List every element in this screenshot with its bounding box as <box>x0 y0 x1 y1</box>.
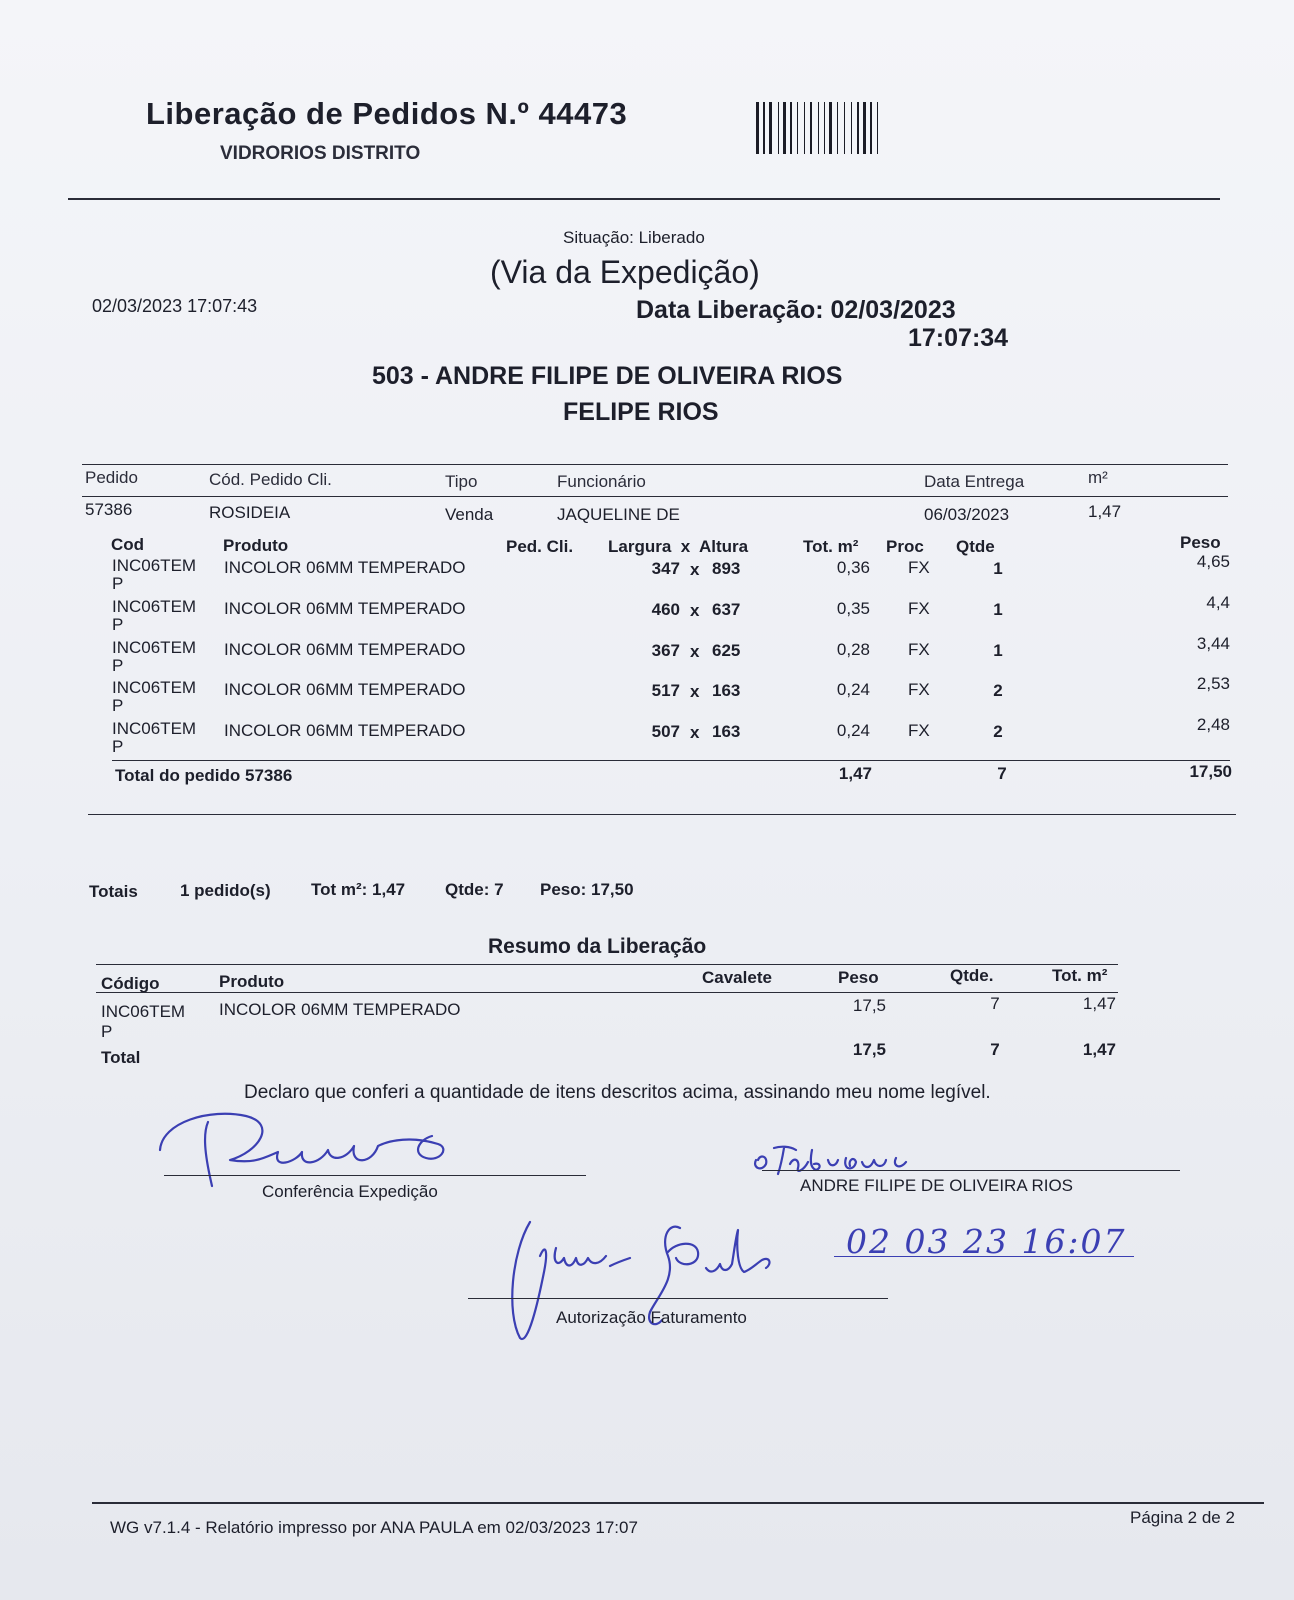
order-number: 57386 <box>85 500 133 519</box>
summary-row-qtde: 7 <box>990 994 1000 1013</box>
summary-total-qtde: 7 <box>990 1040 1000 1059</box>
item-col-proc: Proc <box>886 537 924 556</box>
item-peso: 3,44 <box>1196 634 1230 653</box>
item-product: INCOLOR 06MM TEMPERADO <box>224 680 466 699</box>
summary-row-peso: 17,5 <box>852 996 886 1015</box>
company-name: VIDRORIOS DISTRITO <box>220 143 421 164</box>
items-bottom-line <box>112 760 1230 761</box>
order-end-line <box>88 814 1236 815</box>
order-type: Venda <box>445 505 494 524</box>
item-tot-m2: 0,24 <box>836 721 870 740</box>
col-data-entrega: Data Entrega <box>924 472 1025 491</box>
order-delivery-date: 06/03/2023 <box>924 505 1010 524</box>
item-product: INCOLOR 06MM TEMPERADO <box>224 599 466 618</box>
totals-pedidos: 1 pedido(s) <box>180 881 271 900</box>
summary-row-product: INCOLOR 06MM TEMPERADO <box>219 1000 461 1019</box>
client-name-label: ANDRE FILIPE DE OLIVEIRA RIOS <box>800 1176 1074 1195</box>
barcode-icon <box>756 102 956 154</box>
client-name: 503 - ANDRE FILIPE DE OLIVEIRA RIOS <box>372 362 843 390</box>
item-qtde: 2 <box>993 681 1003 700</box>
client-signature-line <box>762 1170 1180 1171</box>
order-total-m2: 1,47 <box>838 764 872 783</box>
item-x-separator: x <box>690 642 700 661</box>
item-peso: 4,65 <box>1196 552 1230 571</box>
client-nickname: FELIPE RIOS <box>563 398 719 426</box>
summary-header-line <box>96 992 1118 993</box>
summary-col-peso: Peso <box>838 968 879 987</box>
footer-line <box>92 1502 1264 1504</box>
col-pedido: Pedido <box>85 468 138 487</box>
header-divider <box>68 198 1220 200</box>
col-funcionario: Funcionário <box>557 472 646 491</box>
item-code-suffix: P <box>112 696 124 715</box>
item-proc: FX <box>908 558 930 577</box>
item-col-tot-m2: Tot. m² <box>803 537 859 556</box>
item-qtde: 1 <box>993 600 1003 619</box>
client-signature <box>750 1138 960 1178</box>
via-label: (Via da Expedição) <box>490 254 760 290</box>
autorizacao-signature-line <box>468 1298 888 1299</box>
order-m2: 1,47 <box>1088 502 1122 521</box>
item-col-qtde: Qtde <box>956 537 995 556</box>
summary-row-code: INC06TEM <box>101 1002 186 1021</box>
item-product: INCOLOR 06MM TEMPERADO <box>224 640 466 659</box>
item-code: INC06TEM <box>112 556 197 575</box>
item-qtde: 1 <box>993 559 1003 578</box>
summary-col-cavalete: Cavalete <box>702 968 772 987</box>
item-tot-m2: 0,28 <box>836 640 870 659</box>
item-col-largura-altura: Largura x Altura <box>608 537 749 556</box>
item-code: INC06TEM <box>112 719 197 738</box>
item-altura: 625 <box>712 641 741 660</box>
item-x-separator: x <box>690 682 700 701</box>
item-x-separator: x <box>690 601 700 620</box>
autorizacao-signature <box>500 1212 800 1352</box>
order-client-code: ROSIDEIA <box>209 503 291 522</box>
col-cod-pedido-cli: Cód. Pedido Cli. <box>209 470 332 489</box>
item-altura: 163 <box>712 722 741 741</box>
summary-col-qtde: Qtde. <box>950 966 994 985</box>
handwritten-date-underline <box>834 1256 1134 1257</box>
conferencia-label: Conferência Expedição <box>262 1182 438 1201</box>
col-tipo: Tipo <box>445 472 478 491</box>
item-tot-m2: 0,36 <box>836 558 870 577</box>
order-total-label: Total do pedido 57386 <box>115 766 293 785</box>
order-total-peso: 17,50 <box>1189 762 1232 781</box>
item-product: INCOLOR 06MM TEMPERADO <box>224 558 466 577</box>
item-proc: FX <box>908 640 930 659</box>
declaration-text: Declaro que conferi a quantidade de itens descritos acima, assinando meu nome legível. <box>244 1082 991 1103</box>
handwritten-datetime: 02 03 23 16:07 <box>846 1222 1127 1261</box>
item-code: INC06TEM <box>112 638 197 657</box>
item-altura: 163 <box>712 681 741 700</box>
item-peso: 2,48 <box>1196 715 1230 734</box>
conferencia-signature-line <box>164 1175 586 1176</box>
item-qtde: 2 <box>993 722 1003 741</box>
summary-total-label: Total <box>101 1048 141 1067</box>
release-time: 17:07:34 <box>908 324 1009 352</box>
item-code-suffix: P <box>112 615 124 634</box>
summary-total-m2: 1,47 <box>1082 1040 1116 1059</box>
totals-peso: Peso: 17,50 <box>540 880 634 899</box>
summary-title: Resumo da Liberação <box>488 935 707 958</box>
item-tot-m2: 0,35 <box>836 599 870 618</box>
item-altura: 893 <box>712 559 741 578</box>
summary-row-code-suffix: P <box>101 1022 113 1041</box>
col-m2: m² <box>1088 468 1108 487</box>
order-header-line <box>82 496 1228 497</box>
summary-col-produto: Produto <box>219 972 285 991</box>
item-largura: 460 <box>651 600 680 619</box>
summary-col-tot-m2: Tot. m² <box>1052 966 1108 985</box>
item-product: INCOLOR 06MM TEMPERADO <box>224 721 466 740</box>
footer-printed-by: WG v7.1.4 - Relatório impresso por ANA PAULA em 02/03/2023 17:07 <box>110 1518 638 1537</box>
totals-m2: Tot m²: 1,47 <box>311 880 406 899</box>
item-col-peso: Peso <box>1180 533 1221 552</box>
document-title: Liberação de Pedidos N.º 44473 <box>146 96 628 131</box>
item-code: INC06TEM <box>112 597 197 616</box>
item-proc: FX <box>908 721 930 740</box>
item-x-separator: x <box>690 560 700 579</box>
item-tot-m2: 0,24 <box>836 680 870 699</box>
item-largura: 507 <box>651 722 680 741</box>
item-col-produto: Produto <box>223 536 289 555</box>
item-largura: 347 <box>651 559 680 578</box>
footer-page-number: Página 2 de 2 <box>1130 1508 1235 1527</box>
totals-label: Totais <box>89 882 138 901</box>
item-peso: 4,4 <box>1206 593 1230 612</box>
item-largura: 517 <box>651 681 680 700</box>
status-text: Situação: Liberado <box>563 228 705 247</box>
item-col-ped-cli: Ped. Cli. <box>506 537 574 556</box>
item-code-suffix: P <box>112 574 124 593</box>
summary-col-codigo: Código <box>101 974 160 993</box>
item-qtde: 1 <box>993 641 1003 660</box>
summary-total-peso: 17,5 <box>852 1040 886 1059</box>
item-peso: 2,53 <box>1196 674 1230 693</box>
autorizacao-label: Autorização Faturamento <box>556 1308 747 1327</box>
item-largura: 367 <box>651 641 680 660</box>
release-date: Data Liberação: 02/03/2023 <box>636 296 956 324</box>
order-top-line <box>82 464 1228 465</box>
item-code-suffix: P <box>112 656 124 675</box>
item-proc: FX <box>908 599 930 618</box>
summary-row-m2: 1,47 <box>1082 994 1116 1013</box>
item-proc: FX <box>908 680 930 699</box>
item-col-cod: Cod <box>111 535 145 554</box>
item-x-separator: x <box>690 723 700 742</box>
order-employee: JAQUELINE DE <box>557 505 680 524</box>
summary-top-line <box>96 964 1118 965</box>
item-code-suffix: P <box>112 737 124 756</box>
print-datetime: 02/03/2023 17:07:43 <box>92 296 258 316</box>
item-code: INC06TEM <box>112 678 197 697</box>
totals-qtde: Qtde: 7 <box>445 880 504 899</box>
order-total-qtde: 7 <box>997 764 1007 783</box>
item-altura: 637 <box>712 600 741 619</box>
